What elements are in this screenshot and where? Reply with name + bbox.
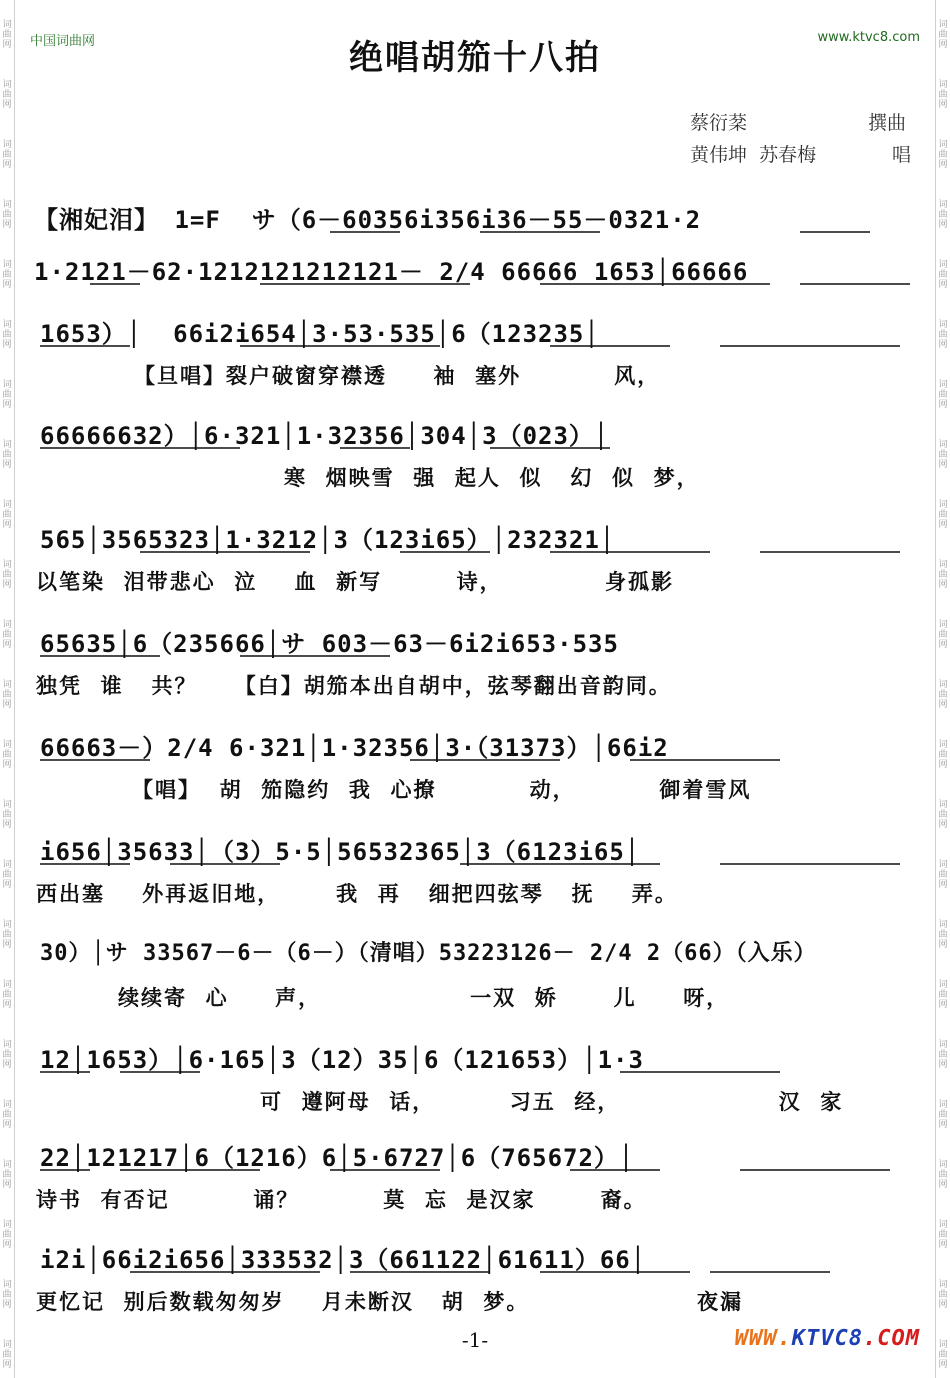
side-watermark-text: 词曲网 (938, 920, 948, 950)
score-line-9-notes: 30）│サ 33567－6－（6－）（清唱）53223126－ 2/4 2（66）（入乐） (40, 941, 817, 966)
side-watermark-text: 词曲网 (938, 980, 948, 1010)
score-line-7-notes: 66663－）2/4 6·321│1·32356│3·（31373）│66i2 (40, 734, 669, 762)
singer-role: 唱 (892, 144, 912, 166)
score-line-12-lyrics: 更忆记 别后数载匆匆岁 月未断汉 胡 梦。 夜漏 (36, 1290, 744, 1314)
score-line-10-lyrics: 可 遵阿母 话， 习五 经， 汉 家 (260, 1090, 844, 1114)
page-number: -1- (461, 1328, 489, 1352)
side-watermark-text: 词曲网 (938, 320, 948, 350)
side-watermark-text: 词曲网 (2, 1040, 12, 1070)
side-watermark-text: 词曲网 (938, 1160, 948, 1190)
side-watermark-text: 词曲网 (938, 200, 948, 230)
site-url-right[interactable]: www.ktvc8.com (817, 30, 920, 45)
score-line-6-lyrics: 独凭 谁 共？ 【白】胡笳本出自胡中，弦琴翻出音韵同。 (36, 674, 672, 698)
side-watermark-text: 词曲网 (2, 800, 12, 830)
right-watermark-strip (935, 0, 950, 1378)
score-line-7-lyrics: 【唱】 胡 笳隐约 我 心撩 动， 御着雪风 (132, 778, 752, 802)
score-line-3-notes: 1653）│ 66i2i654│3·53·535│6（123235│ (40, 320, 600, 348)
side-watermark-text: 词曲网 (2, 980, 12, 1010)
side-watermark-text: 词曲网 (2, 200, 12, 230)
side-watermark-text: 词曲网 (2, 1340, 12, 1370)
side-watermark-text: 词曲网 (2, 920, 12, 950)
side-watermark-text: 词曲网 (2, 1100, 12, 1130)
side-watermark-text: 词曲网 (938, 380, 948, 410)
side-watermark-text: 词曲网 (938, 1040, 948, 1070)
side-watermark-text: 词曲网 (938, 860, 948, 890)
side-watermark-text: 词曲网 (2, 620, 12, 650)
side-watermark-text: 词曲网 (938, 800, 948, 830)
score-line-11-notes: 22│121217│6（1216）6│5·6727│6（765672）│ (40, 1144, 635, 1172)
side-watermark-text: 词曲网 (938, 20, 948, 50)
side-watermark-text: 词曲网 (2, 740, 12, 770)
side-watermark-text: 词曲网 (2, 380, 12, 410)
logo-brand: KTVC8 (791, 1326, 864, 1351)
left-watermark-strip (0, 0, 15, 1378)
score-line-3-lyrics: 【旦唱】裂户破窗穿襟透 袖 塞外 风， (134, 364, 661, 388)
site-name-left[interactable]: 中国词曲网 (30, 34, 96, 49)
side-watermark-text: 词曲网 (938, 620, 948, 650)
score-line-4-lyrics: 寒 烟映雪 强 起人 似 幻 似 梦， (284, 466, 700, 490)
score-line-9-lyrics: 续续寄 心 声， 一双 娇 儿 呀， (118, 986, 730, 1010)
composer-name: 蔡衍棻 (690, 112, 748, 134)
side-watermark-text: 词曲网 (938, 500, 948, 530)
side-watermark-text: 词曲网 (938, 1220, 948, 1250)
side-watermark-text: 词曲网 (938, 260, 948, 290)
composer-role: 撰曲 (868, 112, 907, 134)
side-watermark-text: 词曲网 (938, 740, 948, 770)
score-line-10-notes: 12│1653）│6·165│3（12）35│6（121653）│1·3 (40, 1046, 644, 1074)
logo-suffix: .COM (863, 1326, 920, 1351)
side-watermark-text: 词曲网 (2, 320, 12, 350)
side-watermark-text: 词曲网 (938, 1340, 948, 1370)
score-line-5-lyrics: 以笔染 泪带悲心 泣 血 新写 诗， 身孤影 (36, 570, 675, 594)
side-watermark-text: 词曲网 (2, 1160, 12, 1190)
logo-prefix: WWW. (734, 1326, 792, 1351)
side-watermark-text: 词曲网 (2, 500, 12, 530)
side-watermark-text: 词曲网 (938, 560, 948, 590)
side-watermark-text: 词曲网 (2, 860, 12, 890)
singer-names: 黄伟坤 苏春梅 (690, 144, 817, 166)
score-line-11-lyrics: 诗书 有否记 诵？ 莫 忘 是汉家 裔。 (36, 1188, 647, 1212)
side-watermark-text: 词曲网 (938, 80, 948, 110)
score-line-5-notes: 565│3565323│1·3212│3（123i65）│232321│ (40, 526, 616, 554)
site-logo[interactable] (735, 1326, 920, 1351)
side-watermark-text: 词曲网 (938, 1100, 948, 1130)
side-watermark-text: 词曲网 (2, 1280, 12, 1310)
side-watermark-text: 词曲网 (938, 1280, 948, 1310)
side-watermark-text: 词曲网 (938, 680, 948, 710)
score-line-1-notes: 【湘妃泪】 1=F サ（6－60356i356i36－55－0321·2 (34, 206, 702, 234)
side-watermark-text: 词曲网 (2, 440, 12, 470)
score-line-6-notes: 65635│6（235666│サ 603－63－6i2i653·535 (40, 630, 619, 658)
side-watermark-text: 词曲网 (2, 680, 12, 710)
side-watermark-text: 词曲网 (2, 80, 12, 110)
score-line-8-lyrics: 西出塞 外再返旧地， 我 再 细把四弦琴 抚 弄。 (36, 882, 678, 906)
side-watermark-text: 词曲网 (938, 140, 948, 170)
score-line-4-notes: 66666632）│6·321│1·32356│304│3（023）│ (40, 422, 610, 450)
score-line-12-notes: i2i│66i2i656│333532│3（661122│61611）66│ (40, 1246, 647, 1274)
side-watermark-text: 词曲网 (2, 560, 12, 590)
side-watermark-text: 词曲网 (2, 260, 12, 290)
side-watermark-text: 词曲网 (2, 20, 12, 50)
side-watermark-text: 词曲网 (2, 140, 12, 170)
score-line-8-notes: i656│35633│（3）5·5│56532365│3（6123i65│ (40, 838, 641, 866)
side-watermark-text: 词曲网 (2, 1220, 12, 1250)
side-watermark-text: 词曲网 (938, 440, 948, 470)
song-title: 绝唱胡笳十八拍 (349, 38, 601, 78)
score-line-2-notes: 1·2121－62·1212121212121－ 2/4 66666 1653│66666 (34, 258, 749, 286)
